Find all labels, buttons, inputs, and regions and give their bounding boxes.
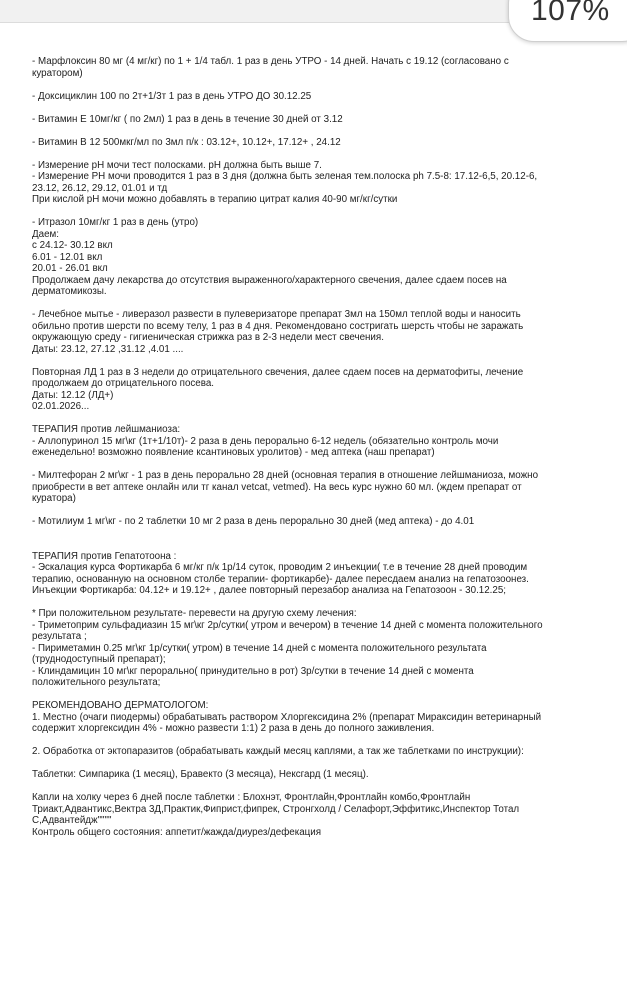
- document-line: Капли на холку через 6 дней после таблетки : Блохнэт, Фронтлайн,Фронтлайн комбо,Фронтлайн: [32, 792, 471, 803]
- document-line: - Милтефоран 2 мг\кг - 1 раз в день перорально 28 дней (основная терапия в отношение лейшманиоза, можно: [32, 470, 539, 481]
- blank-line: [32, 413, 627, 425]
- blank-line: [32, 355, 627, 367]
- document-line: с 24.12- 30.12 вкл: [32, 240, 113, 251]
- document-line: Триакт,Адвантикс,Вектра 3Д,Практик,Фиприст,фипрек, Стронгхолд / Селафорт,Эффитикс,Инспектор Тотал: [32, 803, 520, 815]
- document-line: РЕКОМЕНДОВАНО ДЕРМАТОЛОГОМ:: [32, 700, 209, 711]
- document-line: продолжаем до отрицательного посева.: [32, 378, 215, 389]
- blank-line: [32, 148, 627, 160]
- document-line: - Клиндамицин 10 мг\кг перорально( принудительно в рот) 3р/сутки в течение 14 дней с момента: [32, 665, 474, 677]
- document-line: * При положительном результате- перевести на другую схему лечения:: [32, 608, 357, 619]
- document-body: [32, 56, 627, 838]
- document-line: - Мотилиум 1 мг\кг - по 2 таблетки 10 мг 2 раза в день перорально 30 дней (мед аптека) - до 4.01: [32, 516, 475, 527]
- document-line: ТЕРАПИЯ против Гепатотоона :: [32, 550, 177, 562]
- blank-line: [32, 79, 627, 91]
- blank-line: [32, 206, 627, 218]
- document-line: ТЕРАПИЯ против лейшманиоза:: [32, 424, 181, 435]
- document-line: При кислой рН мочи можно добавлять в терапию цитрат калия 40-90 мг/кг/сутки: [32, 194, 398, 205]
- document-line: - Эскалация курса Фортикарба 6 мг/кг п/к 1р/14 суток, проводим 2 инъекции( т.е в течение 28 дней проводим: [32, 562, 528, 573]
- document-line: 20.01 - 26.01 вкл: [32, 263, 108, 274]
- document-line: Даем:: [32, 228, 59, 240]
- document-line: С,Адвантейдж"""": [32, 815, 112, 826]
- blank-line: [32, 689, 627, 701]
- document-line: - Измерение рН мочи тест полосками. рН должна быть выше 7.: [32, 159, 322, 171]
- document-line: - Аллопуринол 15 мг\кг (1т+1/10т)- 2 раза в день перорально 6-12 недель (обязательно контроль мочи: [32, 435, 499, 447]
- document-line: 2. Обработка от эктопаразитов (обрабатывать каждый месяц каплями, а так же таблетками по инструкции):: [32, 746, 524, 757]
- document-line: - Триметоприм сульфадиазин 15 мг\кг 2р/сутки( утром и вечером) в течение 14 дней с момента положительного: [32, 619, 543, 631]
- document-line: результата ;: [32, 631, 87, 642]
- blank-line: [32, 528, 627, 540]
- document-line: дерматомикозы.: [32, 286, 107, 297]
- blank-line: [32, 539, 627, 551]
- document-line: Инъекции Фортикарба: 04.12+ и 19.12+ , далее повторный перезабор анализа на Гепатозоон - 30.12.25;: [32, 585, 507, 596]
- document-line: Контроль общего состояния: аппетит/жажда/диурез/дефекация: [32, 826, 322, 838]
- document-line: положительного результата;: [32, 677, 161, 688]
- document-line: 02.01.2026...: [32, 401, 90, 412]
- zoom-level-label: 107%: [531, 0, 610, 27]
- blank-line: [32, 597, 627, 609]
- document-line: Повторная ЛД 1 раз в 3 недели до отрицательного свечения, далее сдаем посев на дерматофиты, лечение: [32, 366, 524, 378]
- document-line: 23.12, 26.12, 29.12, 01.01 и тд: [32, 182, 168, 194]
- document-line: 6.01 - 12.01 вкл: [32, 251, 103, 263]
- document-line: - Доксициклин 100 по 2т+1/3т 1 раз в день УТРО ДО 30.12.25: [32, 90, 312, 102]
- document-line: - Марфлоксин 80 мг (4 мг/кг) по 1 + 1/4 табл. 1 раз в день УТРО - 14 дней. Начать с 19.12 (согласовано с: [32, 56, 509, 67]
- document-line: приобрести в вет аптеке онлайн или тг канал vetcat, vetmed). На весь курс нужно 60 мл. (ждем препарат от: [32, 481, 522, 493]
- document-line: - Витамин Е 10мг/кг ( по 2мл) 1 раз в день в течение 30 дней от 3.12: [32, 113, 343, 125]
- document-line: - Измерение РН мочи проводится 1 раз в 3 дня (должна быть зеленая тем.полоска ph 7.5-8: 17.12-6,5, 20.12-6,: [32, 171, 538, 182]
- document-line: 1. Местно (очаги пиодермы) обрабатывать раствором Хлоргексидина 2% (препарат Мираксидин ветеринарный: [32, 711, 542, 723]
- document-line: (труднодоступный препарат);: [32, 654, 166, 665]
- zoom-level-indicator[interactable]: [508, 0, 627, 42]
- blank-line: [32, 758, 627, 770]
- document-line: куратором): [32, 67, 83, 79]
- document-line: обильно против шерсти по всему телу, 1 раз в 4 дня. Рекомендовано состригать шерсть чтобы не заражать: [32, 320, 524, 332]
- document-line: - Лечебное мытье - ливеразол развести в пулеверизаторе препарат 3мл на 150мл теплой воды и наносить: [32, 309, 521, 320]
- blank-line: [32, 459, 627, 471]
- document-line: - Витамин В 12 500мкг/мл по 3мл п/к : 03.12+, 10.12+, 17.12+ , 24.12: [32, 136, 341, 148]
- document-line: еженедельно! возможно появление ксантиновых уролитов) - мед аптека (наш препарат): [32, 447, 435, 458]
- blank-line: [32, 781, 627, 793]
- document-line: Даты: 12.12 (ЛД+): [32, 389, 114, 401]
- document-line: окружающую среду - гигиеническая стрижка раз в 2-3 недели мест свечения.: [32, 332, 384, 343]
- blank-line: [32, 735, 627, 747]
- document-line: содержит хлоргексидин 4% - можно развести 1:1) 2 раза в день до полного заживления.: [32, 723, 435, 734]
- document-line: Таблетки: Симпарика (1 месяц), Бравекто (3 месяца), Нексгард (1 месяц).: [32, 769, 369, 780]
- document-line: терапию, основанную на основном столбе терапии- фортикарбе)- далее пересдаем анализ на гепатозоонез.: [32, 573, 529, 585]
- blank-line: [32, 125, 627, 137]
- blank-line: [32, 102, 627, 114]
- document-line: куратора): [32, 493, 76, 504]
- document-line: Даты: 23.12, 27.12 ,31.12 ,4.01 ....: [32, 343, 184, 355]
- document-line: Продолжаем дачу лекарства до отсутствия выраженного/характерного свечения, далее сдаем посев на: [32, 274, 507, 286]
- blank-line: [32, 505, 627, 517]
- blank-line: [32, 298, 627, 310]
- document-line: - Пириметамин 0.25 мг\кг 1р/сутки( утром) в течение 14 дней с момента положительного результата: [32, 642, 487, 654]
- document-line: - Итразол 10мг/кг 1 раз в день (утро): [32, 217, 199, 228]
